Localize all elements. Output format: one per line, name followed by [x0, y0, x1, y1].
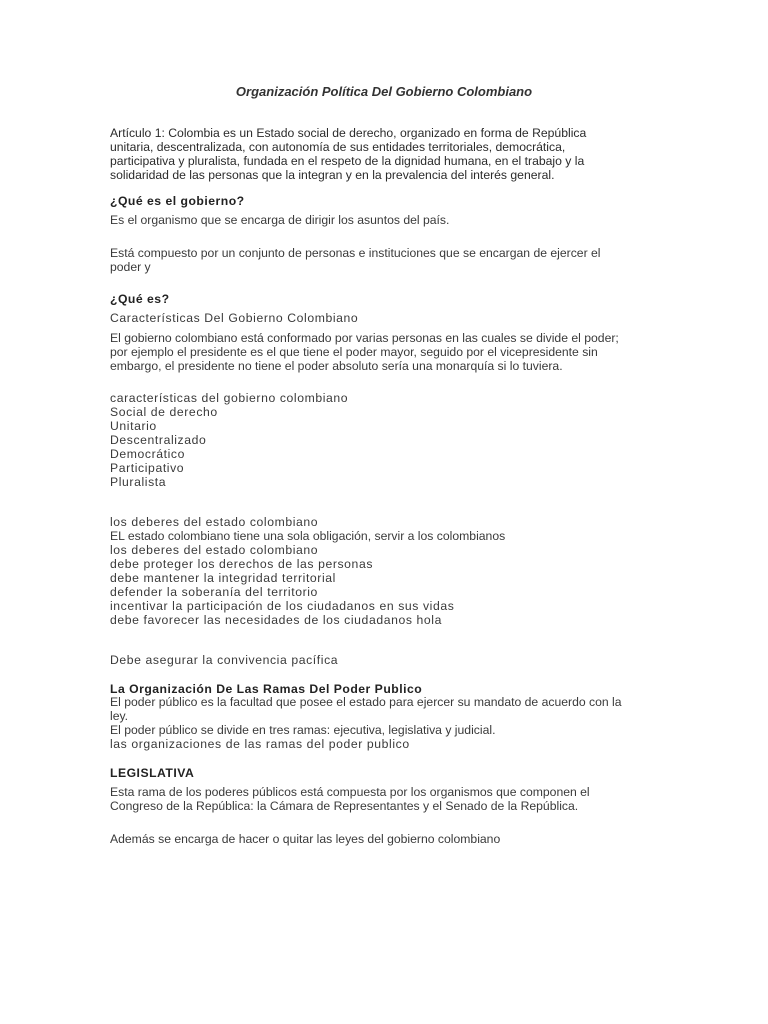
- list-item: Social de derecho: [110, 405, 218, 419]
- list-item: Descentralizado: [110, 433, 207, 447]
- list-item: debe proteger los derechos de las personas: [110, 557, 374, 571]
- text-line: por ejemplo el presidente es el que tiene el poder mayor, seguido por el vicepresidente sin: [110, 345, 598, 359]
- text-line: las organizaciones de las ramas del poder publico: [110, 737, 410, 751]
- deberes-list: [110, 515, 655, 627]
- text-line: Artículo 1: Colombia es un Estado social de derecho, organizado en forma de República: [110, 126, 587, 140]
- document-title: Organización Política Del Gobierno Colombiano: [235, 84, 533, 99]
- list-item: EL estado colombiano tiene una sola obligación, servir a los colombianos: [110, 529, 506, 543]
- section-heading-que-es: ¿Qué es?: [110, 292, 170, 306]
- text-line: participativa y pluralista, fundada en el respeto de la dignidad humana, en el trabajo y la: [110, 154, 585, 168]
- list-item: los deberes del estado colombiano: [110, 515, 319, 529]
- text-line: solidaridad de las personas que la integran y en la prevalencia del interés general.: [110, 168, 555, 182]
- list-item: Democrático: [110, 447, 186, 461]
- list-item: Participativo: [110, 461, 185, 475]
- text-line: poder y: [110, 260, 151, 274]
- caracteristicas-title: Características Del Gobierno Colombiano: [110, 311, 359, 325]
- convivencia-line: Debe asegurar la convivencia pacífica: [110, 653, 339, 667]
- text-line: embargo, el presidente no tiene el poder absoluto sería una monarquía si lo tuviera.: [110, 359, 563, 373]
- text-line: Esta rama de los poderes públicos está compuesta por los organismos que componen el: [110, 785, 590, 799]
- list-item: Unitario: [110, 419, 157, 433]
- list-item: incentivar la participación de los ciudadanos en sus vidas: [110, 599, 455, 613]
- list-item: debe favorecer las necesidades de los ciudadanos hola: [110, 613, 442, 627]
- text-line: Está compuesto por un conjunto de personas e instituciones que se encargan de ejercer el: [110, 246, 601, 260]
- list-item: características del gobierno colombiano: [110, 391, 349, 405]
- section-heading-ramas: La Organización De Las Ramas Del Poder Publico: [110, 682, 423, 696]
- gobierno-definition: Es el organismo que se encarga de dirigir los asuntos del país.: [110, 213, 450, 227]
- gobierno-composition: [110, 246, 655, 274]
- text-line: ley.: [110, 709, 129, 723]
- section-heading-legislativa: LEGISLATIVA: [110, 766, 195, 780]
- text-line: El poder público se divide en tres ramas: ejecutiva, legislativa y judicial.: [110, 723, 496, 737]
- text-line: El gobierno colombiano está conformado por varias personas en las cuales se divide el poder;: [110, 331, 619, 345]
- article-paragraph: [110, 126, 655, 182]
- text-line: Congreso de la República: la Cámara de Representantes y el Senado de la República.: [110, 799, 579, 813]
- ramas-paragraph: [110, 695, 655, 751]
- text-line: unitaria, descentralizada, con autonomía de sus entidades territoriales, democrática,: [110, 140, 566, 154]
- caracteristicas-list: [110, 391, 655, 489]
- list-item: defender la soberanía del territorio: [110, 585, 318, 599]
- section-heading-gobierno: ¿Qué es el gobierno?: [110, 194, 245, 208]
- legislativa-extra: Además se encarga de hacer o quitar las leyes del gobierno colombiano: [110, 832, 501, 846]
- legislativa-paragraph: [110, 785, 655, 813]
- list-item: debe mantener la integridad territorial: [110, 571, 336, 585]
- text-line: El poder público es la facultad que posee el estado para ejercer su mandato de acuerdo con la: [110, 695, 622, 709]
- list-item: Pluralista: [110, 475, 167, 489]
- list-item: los deberes del estado colombiano: [110, 543, 319, 557]
- caracteristicas-paragraph: [110, 331, 655, 373]
